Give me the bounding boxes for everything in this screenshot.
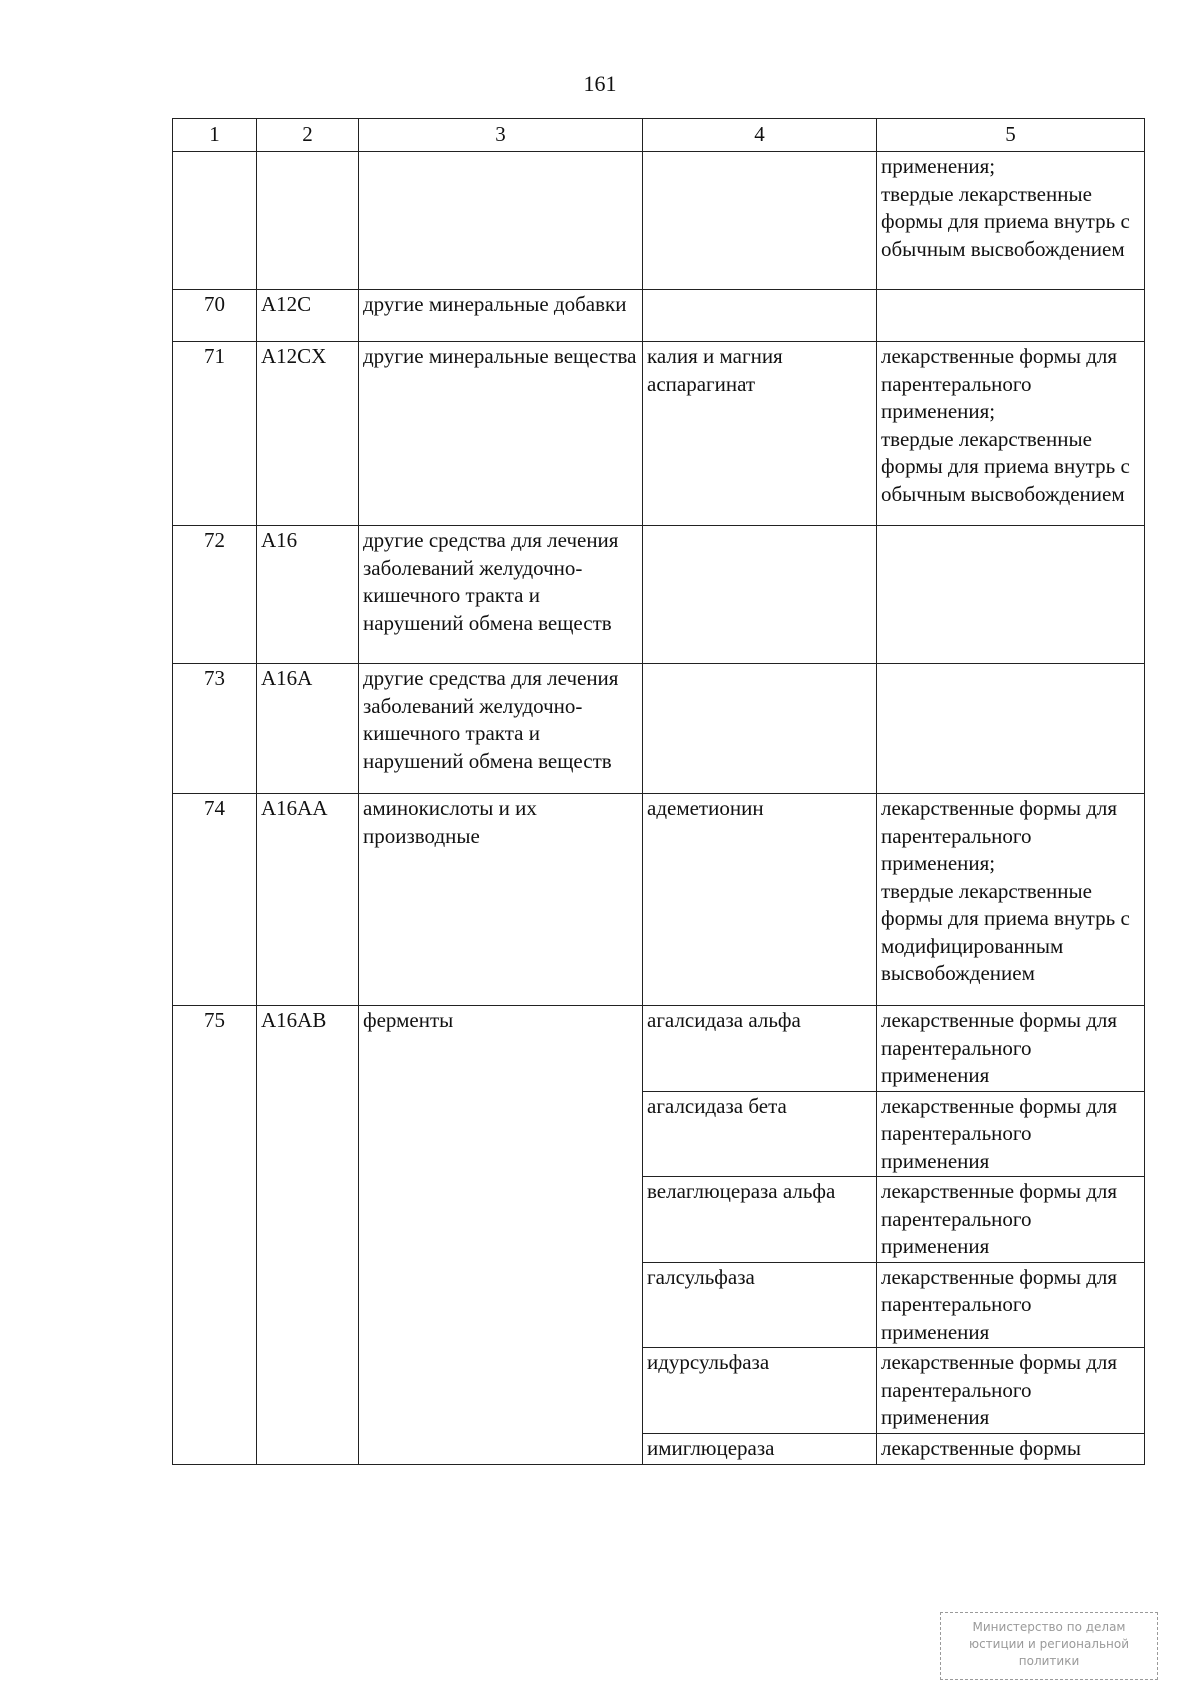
column-number-5: 5: [877, 119, 1145, 152]
table-row: [173, 1006, 1145, 1092]
anatomic-group: аминокислоты и их производные: [359, 794, 643, 1006]
dosage-form: лекарственные формы для парентерального применения: [877, 1348, 1145, 1434]
anatomic-group: другие минеральные вещества: [359, 342, 643, 526]
drug-name: агалсидаза альфа: [643, 1006, 877, 1092]
anatomic-group: другие средства для лечения заболеваний желудочно-кишечного тракта и нарушений обмена веществ: [359, 526, 643, 664]
atc-code: A16A: [257, 664, 359, 794]
table-row: [173, 290, 1145, 342]
atc-code: A16AB: [257, 1006, 359, 1465]
dosage-form: применения; твердые лекарственные формы для приема внутрь с обычным высвобождением: [877, 152, 1145, 290]
row-number: 75: [173, 1006, 257, 1465]
stamp-line-1: Министерство по делам: [972, 1620, 1126, 1634]
atc-code: A12CX: [257, 342, 359, 526]
anatomic-group: [359, 152, 643, 290]
row-number: 71: [173, 342, 257, 526]
column-number-row: [173, 119, 1145, 152]
dosage-form: лекарственные формы для парентерального применения: [877, 1177, 1145, 1263]
page-number: 161: [583, 71, 617, 96]
ministry-stamp: [940, 1612, 1158, 1680]
atc-code: [257, 152, 359, 290]
atc-code: A12C: [257, 290, 359, 342]
anatomic-group: другие минеральные добавки: [359, 290, 643, 342]
table-row: [173, 526, 1145, 664]
row-number: 74: [173, 794, 257, 1006]
drug-name: [643, 664, 877, 794]
row-number: 73: [173, 664, 257, 794]
dosage-form: [877, 526, 1145, 664]
dosage-form: лекарственные формы: [877, 1434, 1145, 1465]
row-number: 72: [173, 526, 257, 664]
row-number: 70: [173, 290, 257, 342]
drug-name: [643, 526, 877, 664]
column-number-2: 2: [257, 119, 359, 152]
drug-name: калия и магния аспарагинат: [643, 342, 877, 526]
drug-name: адеметионин: [643, 794, 877, 1006]
drug-name: галсульфаза: [643, 1262, 877, 1348]
dosage-form: [877, 664, 1145, 794]
drug-name: велаглюцераза альфа: [643, 1177, 877, 1263]
anatomic-group: ферменты: [359, 1006, 643, 1465]
column-number-1: 1: [173, 119, 257, 152]
drug-registry-table: [172, 118, 1145, 1465]
table-row: [173, 664, 1145, 794]
atc-code: A16: [257, 526, 359, 664]
anatomic-group: другие средства для лечения заболеваний желудочно-кишечного тракта и нарушений обмена веществ: [359, 664, 643, 794]
atc-code: A16AA: [257, 794, 359, 1006]
drug-name: имиглюцераза: [643, 1434, 877, 1465]
dosage-form: [877, 290, 1145, 342]
drug-name: [643, 290, 877, 342]
column-number-4: 4: [643, 119, 877, 152]
dosage-form: лекарственные формы для парентерального применения: [877, 1006, 1145, 1092]
table-row: [173, 794, 1145, 1006]
stamp-line-2: юстиции и региональной: [968, 1637, 1130, 1651]
drug-name: агалсидаза бета: [643, 1091, 877, 1177]
dosage-form: лекарственные формы для парентерального применения; твердые лекарственные формы для приема внутрь с обычным высвобождением: [877, 342, 1145, 526]
row-number: [173, 152, 257, 290]
drug-name: идурсульфаза: [643, 1348, 877, 1434]
table-row: [173, 152, 1145, 290]
dosage-form: лекарственные формы для парентерального применения: [877, 1091, 1145, 1177]
drug-name: [643, 152, 877, 290]
dosage-form: лекарственные формы для парентерального применения; твердые лекарственные формы для приема внутрь с модифицированным высвобождением: [877, 794, 1145, 1006]
table-row: [173, 342, 1145, 526]
column-number-3: 3: [359, 119, 643, 152]
stamp-line-3: политики: [1018, 1654, 1080, 1668]
dosage-form: лекарственные формы для парентерального применения: [877, 1262, 1145, 1348]
